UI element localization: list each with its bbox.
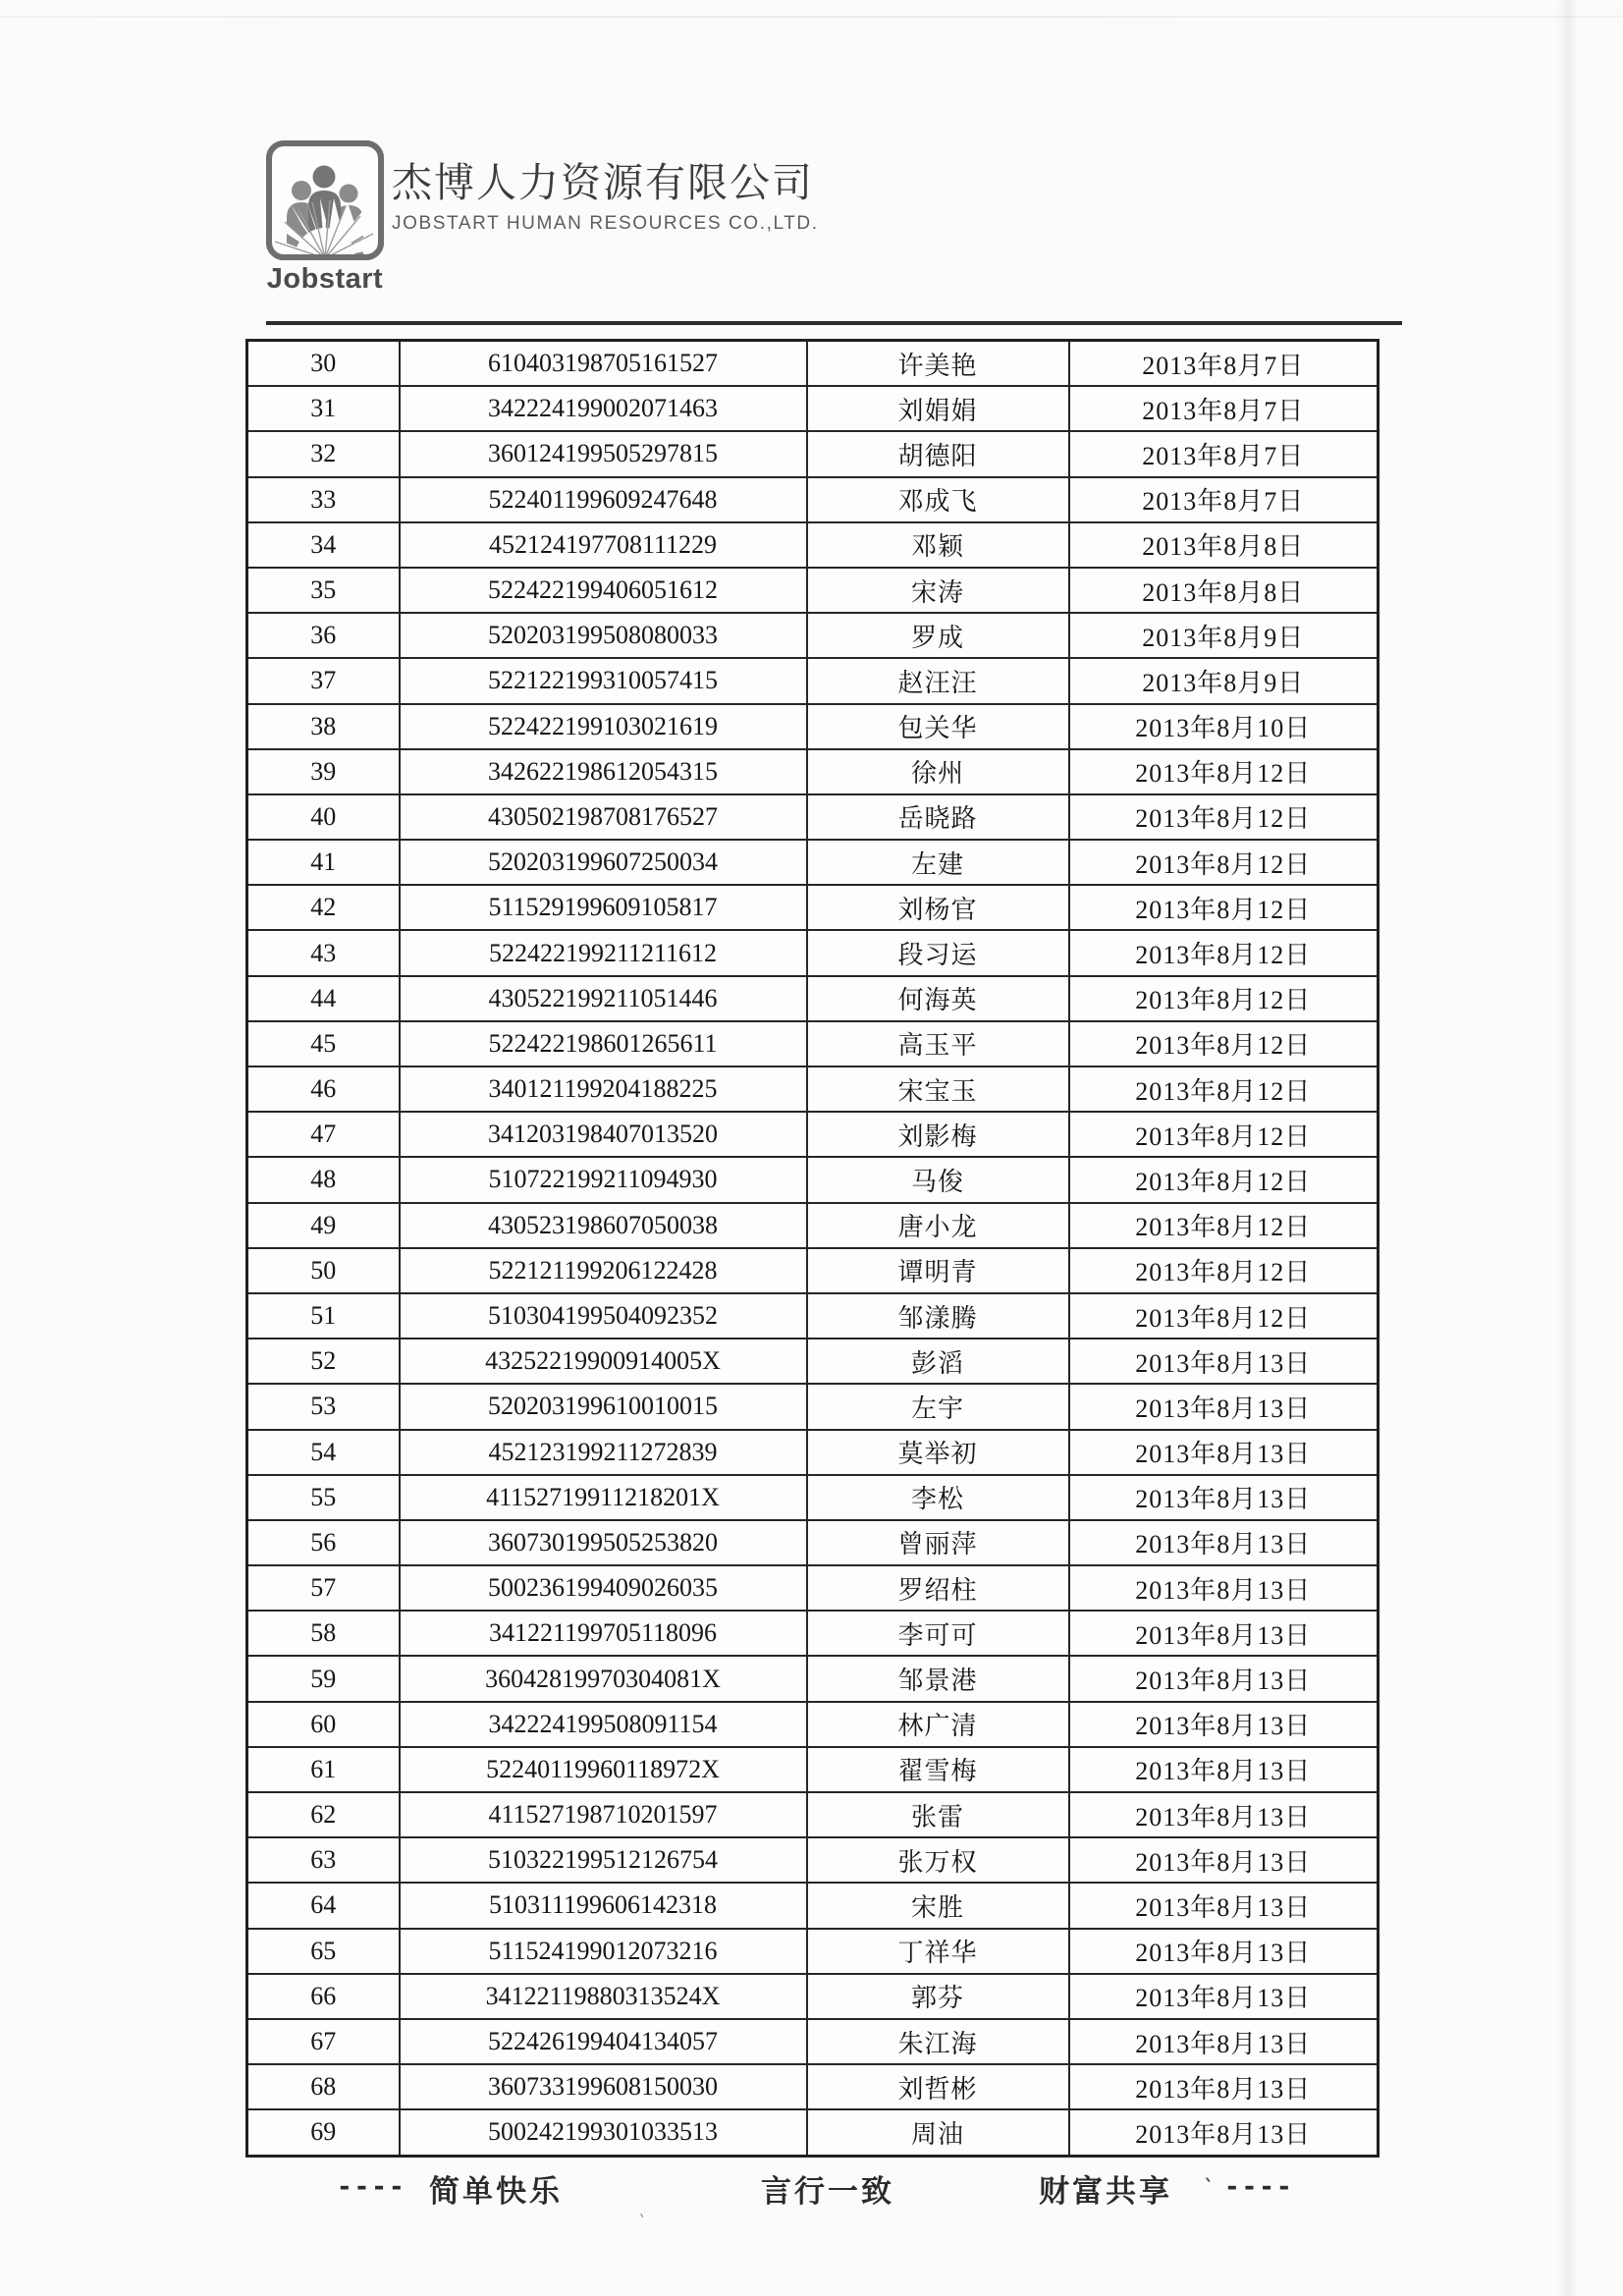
date-cell: 2013年8月12日 <box>1069 840 1379 885</box>
date-cell: 2013年8月12日 <box>1069 794 1379 840</box>
table-row <box>247 1248 1379 1293</box>
id-number-cell: 341203198407013520 <box>400 1112 807 1157</box>
name-cell: 刘杨官 <box>807 885 1069 930</box>
row-number-cell: 32 <box>247 431 400 476</box>
row-number-cell: 30 <box>247 341 400 387</box>
table-row <box>247 341 1379 387</box>
scan-artifact-page-edge <box>1556 0 1578 2296</box>
row-number-cell: 38 <box>247 704 400 749</box>
table-row <box>247 613 1379 658</box>
id-number-cell: 520203199610010015 <box>400 1384 807 1429</box>
date-cell: 2013年8月12日 <box>1069 1021 1379 1066</box>
id-number-cell: 511529199609105817 <box>400 885 807 930</box>
date-cell: 2013年8月7日 <box>1069 386 1379 431</box>
name-cell: 谭明青 <box>807 1248 1069 1293</box>
date-cell: 2013年8月9日 <box>1069 613 1379 658</box>
name-cell: 邓成飞 <box>807 477 1069 522</box>
date-cell: 2013年8月7日 <box>1069 341 1379 387</box>
name-cell: 翟雪梅 <box>807 1747 1069 1792</box>
date-cell: 2013年8月7日 <box>1069 477 1379 522</box>
id-number-cell: 522422199211211612 <box>400 930 807 975</box>
date-cell: 2013年8月13日 <box>1069 1475 1379 1520</box>
id-number-cell: 41152719911218201X <box>400 1475 807 1520</box>
id-number-cell: 430502198708176527 <box>400 794 807 840</box>
row-number-cell: 37 <box>247 658 400 703</box>
table-row <box>247 2109 1379 2156</box>
row-number-cell: 52 <box>247 1339 400 1384</box>
id-number-cell: 342224199508091154 <box>400 1702 807 1747</box>
row-number-cell: 44 <box>247 976 400 1021</box>
name-cell: 朱江海 <box>807 2019 1069 2064</box>
row-number-cell: 64 <box>247 1883 400 1928</box>
footer-slogans <box>0 2166 1623 2210</box>
row-number-cell: 65 <box>247 1929 400 1974</box>
id-number-cell: 360124199505297815 <box>400 431 807 476</box>
table-row <box>247 1475 1379 1520</box>
table-row <box>247 1339 1379 1384</box>
table-row <box>247 1021 1379 1066</box>
date-cell: 2013年8月12日 <box>1069 930 1379 975</box>
footer-dash-right: ---- <box>1224 2172 1294 2202</box>
id-number-cell: 430522199211051446 <box>400 976 807 1021</box>
scan-artifact-tick: ` <box>1200 2173 1214 2200</box>
date-cell: 2013年8月13日 <box>1069 1384 1379 1429</box>
row-number-cell: 48 <box>247 1157 400 1202</box>
id-number-cell: 522121199206122428 <box>400 1248 807 1293</box>
table-row <box>247 1702 1379 1747</box>
date-cell: 2013年8月12日 <box>1069 1157 1379 1202</box>
table-row <box>247 431 1379 476</box>
row-number-cell: 63 <box>247 1837 400 1883</box>
date-cell: 2013年8月13日 <box>1069 1837 1379 1883</box>
table-row <box>247 568 1379 613</box>
id-number-cell: 510304199504092352 <box>400 1293 807 1339</box>
company-name-cn: 杰博人力资源有限公司 <box>392 160 814 205</box>
date-cell: 2013年8月8日 <box>1069 568 1379 613</box>
name-cell: 李松 <box>807 1475 1069 1520</box>
roster-table-body <box>247 341 1379 2157</box>
date-cell: 2013年8月12日 <box>1069 1203 1379 1248</box>
name-cell: 刘哲彬 <box>807 2064 1069 2109</box>
date-cell: 2013年8月13日 <box>1069 1702 1379 1747</box>
name-cell: 周油 <box>807 2109 1069 2156</box>
date-cell: 2013年8月13日 <box>1069 1747 1379 1792</box>
id-number-cell: 500242199301033513 <box>400 2109 807 2156</box>
date-cell: 2013年8月12日 <box>1069 749 1379 794</box>
date-cell: 2013年8月13日 <box>1069 1929 1379 1974</box>
date-cell: 2013年8月13日 <box>1069 2064 1379 2109</box>
row-number-cell: 43 <box>247 930 400 975</box>
id-number-cell: 522422198601265611 <box>400 1021 807 1066</box>
row-number-cell: 68 <box>247 2064 400 2109</box>
footer-slogan-3: 财富共享 <box>1039 2174 1172 2209</box>
date-cell: 2013年8月12日 <box>1069 1293 1379 1339</box>
id-number-cell: 522401199609247648 <box>400 477 807 522</box>
table-row <box>247 976 1379 1021</box>
date-cell: 2013年8月13日 <box>1069 1611 1379 1656</box>
id-number-cell: 510322199512126754 <box>400 1837 807 1883</box>
scan-artifact-speck: ` <box>632 2211 647 2234</box>
row-number-cell: 59 <box>247 1656 400 1701</box>
company-logo <box>263 139 387 296</box>
id-number-cell: 52240119960118972X <box>400 1747 807 1792</box>
row-number-cell: 54 <box>247 1430 400 1475</box>
id-number-cell: 34122119880313524X <box>400 1974 807 2019</box>
table-row <box>247 1066 1379 1112</box>
name-cell: 宋涛 <box>807 568 1069 613</box>
date-cell: 2013年8月13日 <box>1069 1974 1379 2019</box>
date-cell: 2013年8月13日 <box>1069 1565 1379 1611</box>
name-cell: 赵汪汪 <box>807 658 1069 703</box>
name-cell: 刘影梅 <box>807 1112 1069 1157</box>
name-cell: 高玉平 <box>807 1021 1069 1066</box>
name-cell: 许美艳 <box>807 341 1069 387</box>
name-cell: 罗绍柱 <box>807 1565 1069 1611</box>
name-cell: 左宇 <box>807 1384 1069 1429</box>
id-number-cell: 341221199705118096 <box>400 1611 807 1656</box>
table-row <box>247 1430 1379 1475</box>
row-number-cell: 58 <box>247 1611 400 1656</box>
id-number-cell: 452124197708111229 <box>400 522 807 568</box>
table-row <box>247 885 1379 930</box>
name-cell: 邹漾腾 <box>807 1293 1069 1339</box>
id-number-cell: 342224199002071463 <box>400 386 807 431</box>
footer-slogan-1: 简单快乐 <box>429 2174 563 2209</box>
id-number-cell: 411527198710201597 <box>400 1792 807 1837</box>
row-number-cell: 56 <box>247 1520 400 1565</box>
table-row <box>247 1520 1379 1565</box>
date-cell: 2013年8月12日 <box>1069 1112 1379 1157</box>
date-cell: 2013年8月13日 <box>1069 2109 1379 2156</box>
row-number-cell: 47 <box>247 1112 400 1157</box>
table-row <box>247 1883 1379 1928</box>
row-number-cell: 42 <box>247 885 400 930</box>
id-number-cell: 360730199505253820 <box>400 1520 807 1565</box>
table-row <box>247 1203 1379 1248</box>
scan-artifact-top-line <box>0 16 1623 18</box>
row-number-cell: 40 <box>247 794 400 840</box>
row-number-cell: 36 <box>247 613 400 658</box>
table-row <box>247 1656 1379 1701</box>
id-number-cell: 43252219900914005X <box>400 1339 807 1384</box>
table-row <box>247 794 1379 840</box>
table-row <box>247 1792 1379 1837</box>
name-cell: 邹景港 <box>807 1656 1069 1701</box>
date-cell: 2013年8月13日 <box>1069 1520 1379 1565</box>
name-cell: 郭芬 <box>807 1974 1069 2019</box>
name-cell: 张雷 <box>807 1792 1069 1837</box>
row-number-cell: 66 <box>247 1974 400 2019</box>
name-cell: 宋宝玉 <box>807 1066 1069 1112</box>
table-row <box>247 2064 1379 2109</box>
table-row <box>247 840 1379 885</box>
date-cell: 2013年8月12日 <box>1069 976 1379 1021</box>
date-cell: 2013年8月13日 <box>1069 1430 1379 1475</box>
row-number-cell: 46 <box>247 1066 400 1112</box>
row-number-cell: 31 <box>247 386 400 431</box>
row-number-cell: 49 <box>247 1203 400 1248</box>
table-row <box>247 1974 1379 2019</box>
date-cell: 2013年8月13日 <box>1069 1656 1379 1701</box>
table-row <box>247 1112 1379 1157</box>
name-cell: 彭滔 <box>807 1339 1069 1384</box>
table-row <box>247 1837 1379 1883</box>
table-row <box>247 386 1379 431</box>
table-row <box>247 1611 1379 1656</box>
row-number-cell: 35 <box>247 568 400 613</box>
row-number-cell: 41 <box>247 840 400 885</box>
date-cell: 2013年8月13日 <box>1069 2019 1379 2064</box>
id-number-cell: 342622198612054315 <box>400 749 807 794</box>
table-row <box>247 1293 1379 1339</box>
row-number-cell: 34 <box>247 522 400 568</box>
table-row <box>247 1565 1379 1611</box>
name-cell: 胡德阳 <box>807 431 1069 476</box>
row-number-cell: 60 <box>247 1702 400 1747</box>
logo-wordmark: Jobstart <box>266 263 384 295</box>
name-cell: 丁祥华 <box>807 1929 1069 1974</box>
row-number-cell: 57 <box>247 1565 400 1611</box>
id-number-cell: 340121199204188225 <box>400 1066 807 1112</box>
name-cell: 罗成 <box>807 613 1069 658</box>
company-name-en: JOBSTART HUMAN RESOURCES CO.,LTD. <box>392 213 819 234</box>
date-cell: 2013年8月9日 <box>1069 658 1379 703</box>
date-cell: 2013年8月12日 <box>1069 885 1379 930</box>
table-row <box>247 658 1379 703</box>
row-number-cell: 50 <box>247 1248 400 1293</box>
id-number-cell: 500236199409026035 <box>400 1565 807 1611</box>
date-cell: 2013年8月12日 <box>1069 1066 1379 1112</box>
date-cell: 2013年8月10日 <box>1069 704 1379 749</box>
id-number-cell: 452123199211272839 <box>400 1430 807 1475</box>
table-row <box>247 1747 1379 1792</box>
date-cell: 2013年8月13日 <box>1069 1883 1379 1928</box>
header-divider-rule <box>266 321 1402 325</box>
name-cell: 唐小龙 <box>807 1203 1069 1248</box>
name-cell: 何海英 <box>807 976 1069 1021</box>
name-cell: 曾丽萍 <box>807 1520 1069 1565</box>
row-number-cell: 69 <box>247 2109 400 2156</box>
row-number-cell: 67 <box>247 2019 400 2064</box>
name-cell: 左建 <box>807 840 1069 885</box>
table-row <box>247 2019 1379 2064</box>
name-cell: 宋胜 <box>807 1883 1069 1928</box>
name-cell: 岳晓路 <box>807 794 1069 840</box>
table-row <box>247 1384 1379 1429</box>
table-row <box>247 704 1379 749</box>
letterhead <box>392 150 819 235</box>
table-row <box>247 1157 1379 1202</box>
id-number-cell: 522426199404134057 <box>400 2019 807 2064</box>
table-row <box>247 477 1379 522</box>
name-cell: 李可可 <box>807 1611 1069 1656</box>
table-row <box>247 522 1379 568</box>
row-number-cell: 33 <box>247 477 400 522</box>
id-number-cell: 430523198607050038 <box>400 1203 807 1248</box>
date-cell: 2013年8月8日 <box>1069 522 1379 568</box>
name-cell: 刘娟娟 <box>807 386 1069 431</box>
row-number-cell: 53 <box>247 1384 400 1429</box>
row-number-cell: 62 <box>247 1792 400 1837</box>
name-cell: 徐州 <box>807 749 1069 794</box>
row-number-cell: 61 <box>247 1747 400 1792</box>
id-number-cell: 511524199012073216 <box>400 1929 807 1974</box>
table-row <box>247 930 1379 975</box>
name-cell: 马俊 <box>807 1157 1069 1202</box>
id-number-cell: 510311199606142318 <box>400 1883 807 1928</box>
date-cell: 2013年8月13日 <box>1069 1339 1379 1384</box>
footer-dash-left: ---- <box>337 2172 406 2202</box>
id-number-cell: 520203199607250034 <box>400 840 807 885</box>
name-cell: 段习运 <box>807 930 1069 975</box>
id-number-cell: 520203199508080033 <box>400 613 807 658</box>
name-cell: 林广清 <box>807 1702 1069 1747</box>
date-cell: 2013年8月7日 <box>1069 431 1379 476</box>
id-number-cell: 510722199211094930 <box>400 1157 807 1202</box>
date-cell: 2013年8月12日 <box>1069 1248 1379 1293</box>
id-number-cell: 36042819970304081X <box>400 1656 807 1701</box>
id-number-cell: 610403198705161527 <box>400 341 807 387</box>
date-cell: 2013年8月13日 <box>1069 1792 1379 1837</box>
name-cell: 邓颖 <box>807 522 1069 568</box>
id-number-cell: 522122199310057415 <box>400 658 807 703</box>
roster-table <box>245 339 1380 2158</box>
row-number-cell: 51 <box>247 1293 400 1339</box>
name-cell: 张万权 <box>807 1837 1069 1883</box>
table-row <box>247 1929 1379 1974</box>
footer-slogan-2: 言行一致 <box>761 2174 894 2209</box>
jobstart-logo-icon <box>265 139 385 261</box>
name-cell: 包关华 <box>807 704 1069 749</box>
id-number-cell: 360733199608150030 <box>400 2064 807 2109</box>
table-row <box>247 749 1379 794</box>
row-number-cell: 45 <box>247 1021 400 1066</box>
name-cell: 莫举初 <box>807 1430 1069 1475</box>
row-number-cell: 55 <box>247 1475 400 1520</box>
id-number-cell: 522422199406051612 <box>400 568 807 613</box>
row-number-cell: 39 <box>247 749 400 794</box>
id-number-cell: 522422199103021619 <box>400 704 807 749</box>
